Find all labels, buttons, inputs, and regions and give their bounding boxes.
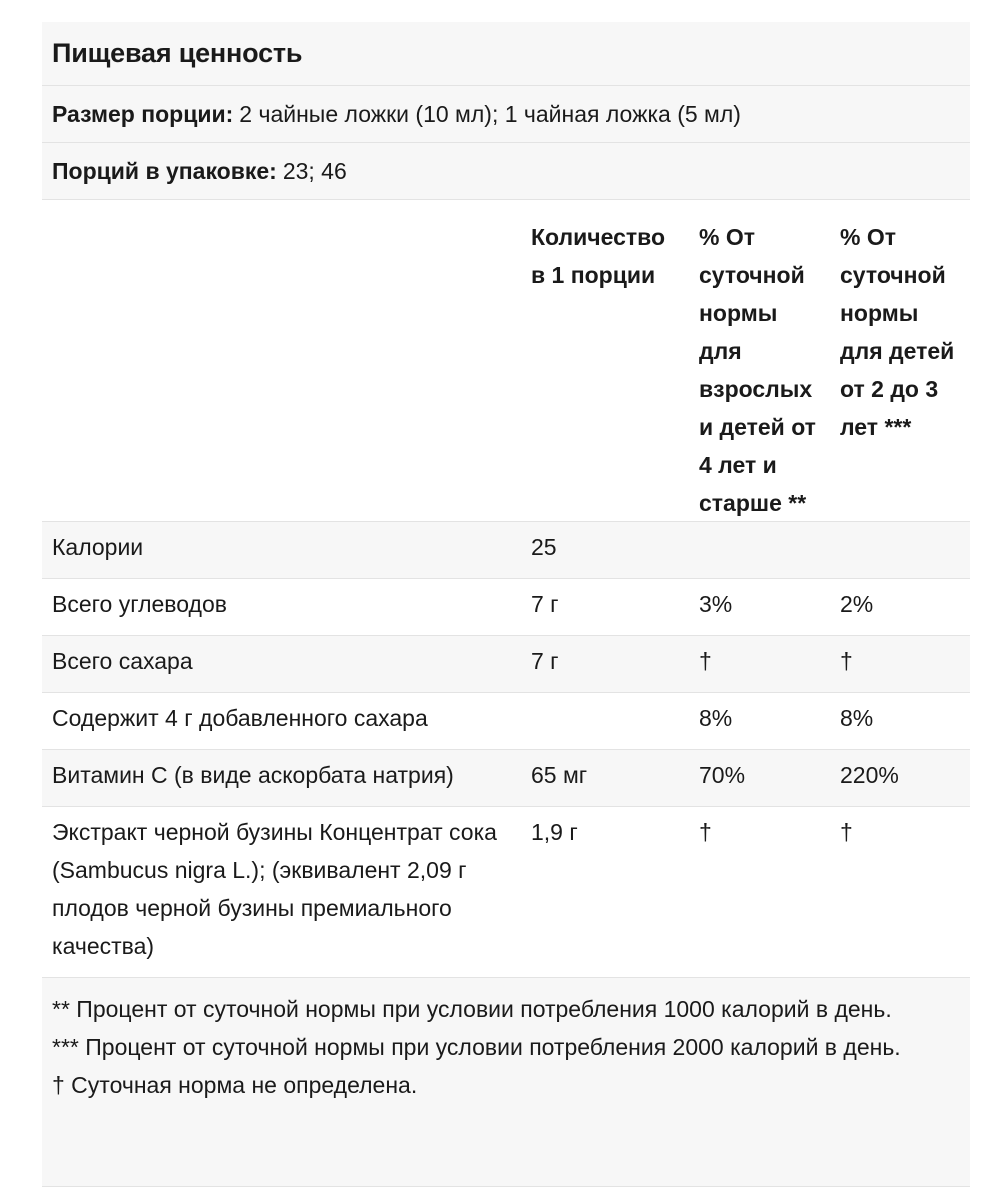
table-row [42, 522, 970, 579]
table-row [42, 636, 970, 693]
footnote-adult: ** Процент от суточной нормы при условии потребления 1000 калорий в день. [52, 996, 892, 1022]
serving-size-label: Размер порции: [52, 100, 234, 127]
nutrient-name: Калории [52, 534, 144, 560]
servings-per-container-label: Порций в упаковке: [52, 157, 277, 184]
table-row [42, 579, 970, 636]
serving-size-value: 2 чайные ложки (10 мл); 1 чайная ложка (5 мл) [239, 100, 741, 127]
nutrient-dv-child: 220% [840, 762, 899, 788]
footnotes [42, 978, 970, 1187]
nutrient-dv-adult: † [699, 648, 712, 674]
header-amount: Количество в 1 порции [531, 224, 666, 288]
table-header-row [42, 200, 970, 522]
nutrient-amount: 25 [531, 534, 557, 560]
nutrient-amount: 7 г [531, 648, 559, 674]
nutrient-dv-child: 2% [840, 591, 874, 617]
nutrient-name: Экстракт черной бузины Концентрат сока (Sambucus nigra L.); (эквивалент 2,09 г плодов черной бузины премиального качества) [52, 819, 497, 959]
nutrient-name: Витамин C (в виде аскорбата натрия) [52, 762, 454, 788]
servings-per-container-value: 23; 46 [282, 157, 347, 184]
table-row [42, 693, 970, 750]
nutrition-title: Пищевая ценность [52, 38, 303, 68]
nutrient-name: Всего сахара [52, 648, 193, 674]
nutrient-dv-adult: 3% [699, 591, 733, 617]
nutrient-amount: 7 г [531, 591, 559, 617]
header-dv-adult: % От суточной нормы для взрослых и детей от 4 лет и старше ** [699, 224, 816, 516]
servings-per-container-row [42, 143, 970, 200]
nutrient-dv-adult: 70% [699, 762, 746, 788]
nutrient-dv-child: † [840, 819, 853, 845]
header-dv-child: % От суточной нормы для детей от 2 до 3 лет *** [840, 224, 955, 440]
nutrient-dv-child: 8% [840, 705, 874, 731]
nutrition-facts-panel [42, 22, 970, 1187]
nutrient-name: Всего углеводов [52, 591, 227, 617]
nutrient-dv-adult: † [699, 819, 712, 845]
nutrient-dv-child: † [840, 648, 853, 674]
nutrient-dv-adult: 8% [699, 705, 733, 731]
nutrient-amount: 1,9 г [531, 819, 578, 845]
nutrient-amount: 65 мг [531, 762, 588, 788]
footnote-child: *** Процент от суточной нормы при условии потребления 2000 калорий в день. [52, 1034, 901, 1060]
footnote-dagger: † Суточная норма не определена. [52, 1072, 418, 1098]
table-row [42, 807, 970, 978]
nutrient-name: Содержит 4 г добавленного сахара [52, 705, 428, 731]
title-row [42, 22, 970, 86]
table-row [42, 750, 970, 807]
serving-size-row [42, 86, 970, 143]
